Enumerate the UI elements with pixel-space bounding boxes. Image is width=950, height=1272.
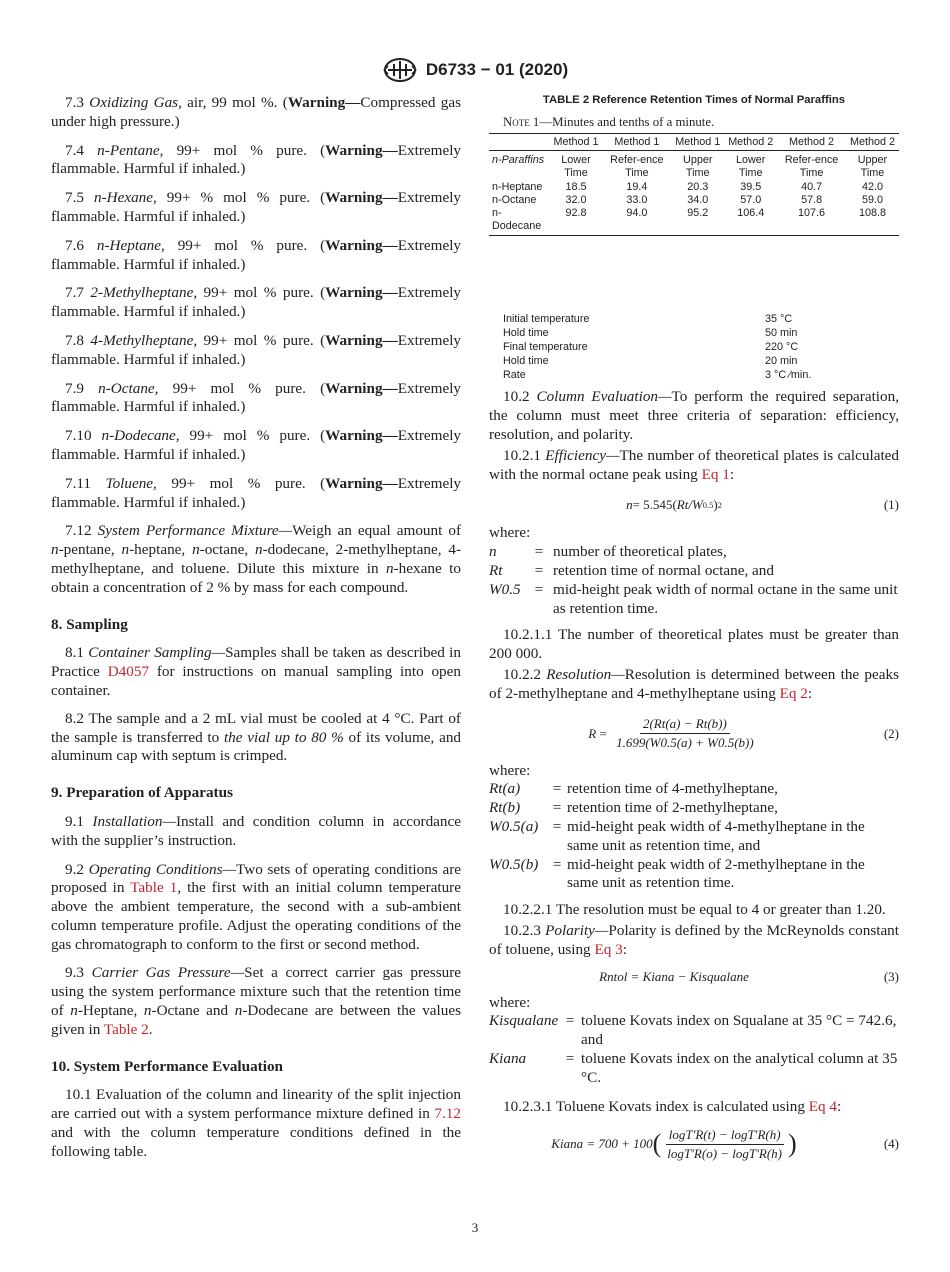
equation-1 bbox=[489, 494, 899, 516]
table-cell: 95.2 bbox=[671, 207, 724, 236]
def-text: mid-height peak width of normal octane in the same unit as retention time. bbox=[553, 580, 898, 617]
condition-row bbox=[503, 354, 811, 368]
equation-2-body: R = $\frac{2(Rt(a) - Rt(b))}{1.699(W0.5(a) + W0.5(b))}$ bbox=[489, 716, 859, 751]
para-7-7: 7.7 2-Methylheptane, 99+ mol % pure. (Warning—Extremely flammable. Harmful if inhaled.) bbox=[51, 284, 462, 321]
equation-3-body: Rntol = Kiana − Kisqualane bbox=[599, 968, 749, 984]
table-cell: 57.8 bbox=[801, 193, 823, 206]
para-9-3: 9.3 Carrier Gas Pressure—Set a correct carrier gas pressure using the system performance mixture such that the retention time of n-Heptane, n-Octane and n-Dodecane are between the values given in Table 2. bbox=[51, 964, 462, 1038]
def-symbol: n bbox=[489, 543, 497, 561]
equation-4-number: (4) bbox=[883, 1136, 899, 1152]
equation-3-number: (3) bbox=[883, 968, 899, 984]
def-symbol: W0.5 bbox=[489, 580, 521, 598]
condition-row bbox=[503, 340, 811, 354]
condition-value: 220 °C bbox=[765, 341, 799, 354]
para-10-2: 10.2 Column Evaluation—To perform the required separation, the column must meet three criteria of separation: efficiency, resolution, and polarity. bbox=[489, 388, 900, 444]
equation-4-body: Kiana = 700 + 100 ( $\frac{\log T'R(t) - \log T'R(h)}{\log T'R(o) - \log T'R(h)}$ ) bbox=[551, 1126, 797, 1161]
page-number: 3 bbox=[471, 1220, 479, 1235]
table-2-subhead-cell: Lower Time bbox=[561, 154, 591, 180]
table-2-subhead-cell: Refer-ence Time bbox=[784, 154, 839, 180]
table-2-method-cell: Method 2 bbox=[724, 134, 777, 150]
equation-2 bbox=[489, 712, 899, 756]
table-cell-name: n-Dodecane bbox=[489, 207, 550, 236]
equation-2-fraction: $\frac{2(Rt(a) - Rt(b))}{1.699(W0.5(a) + W0.5(b))}$ bbox=[616, 716, 754, 751]
table-2-method-row bbox=[489, 134, 899, 150]
table-cell: 19.4 bbox=[626, 180, 648, 193]
condition-row bbox=[503, 368, 811, 382]
para-8-2: 8.2 The sample and a 2 mL vial must be cooled at 4 °C. Part of the sample is transferred to the vial up to 80 % of its volume, and aluminum cap with septum is crimped. bbox=[51, 709, 462, 765]
ref-table-2-link[interactable]: Table 2 bbox=[103, 1020, 149, 1038]
table-2-subhead-cell: Lower Time bbox=[736, 154, 766, 180]
table-cell: 18.5 bbox=[565, 180, 587, 193]
where-label: where: bbox=[489, 524, 531, 542]
table-cell: 108.8 bbox=[846, 207, 899, 236]
def-text: number of theoretical plates, bbox=[553, 543, 727, 561]
def-symbol: Kiana bbox=[489, 1049, 527, 1067]
table-cell: 59.0 bbox=[861, 193, 883, 206]
para-7-9: 7.9 n-Octane, 99+ mol % pure. (Warning—Extremely flammable. Harmful if inhaled.) bbox=[51, 379, 462, 416]
table-cell: 106.4 bbox=[724, 207, 777, 236]
section-8-title: 8. Sampling bbox=[51, 615, 128, 633]
table-row bbox=[489, 207, 899, 236]
para-10-2-1-1: 10.2.1.1 The number of theoretical plates must be greater than 200 000. bbox=[489, 626, 899, 663]
page-header bbox=[0, 56, 950, 84]
def-symbol: Rt(b) bbox=[489, 799, 521, 817]
table-2-note: Note 1—Minutes and tenths of a minute. bbox=[503, 115, 715, 129]
table-2-method-cell: Method 2 bbox=[846, 134, 899, 150]
ref-eq-4-link[interactable]: Eq 4 bbox=[808, 1097, 837, 1115]
def-symbol: Kisqualane bbox=[489, 1012, 559, 1030]
para-7-3: 7.3 Oxidizing Gas, air, 99 mol %. (Warning—Compressed gas under high pressure.) bbox=[51, 94, 461, 130]
table-cell: 42.0 bbox=[861, 180, 883, 193]
definitions-eq-1: n = number of theoretical plates, Rt = retention time of normal octane, and W0.5 = mid-height peak width of normal octane in the same unit as retention time. bbox=[489, 543, 898, 617]
temperature-conditions-table bbox=[503, 312, 811, 382]
where-label: where: bbox=[489, 993, 531, 1011]
table-2-subhead-cell: Upper Time bbox=[683, 154, 713, 180]
table-2-title: TABLE 2 Reference Retention Times of Normal Paraffins bbox=[542, 94, 846, 106]
table-row bbox=[489, 181, 899, 194]
equation-4 bbox=[489, 1122, 899, 1166]
para-10-2-3: 10.2.3 Polarity—Polarity is defined by the McReynolds constant of toluene, using Eq 3: bbox=[489, 921, 900, 958]
right-column bbox=[489, 94, 899, 1166]
table-2-subhead-cell: Upper Time bbox=[857, 154, 888, 180]
def-text: retention time of 2-methylheptane, bbox=[567, 799, 778, 817]
para-9-2: 9.2 Operating Conditions—Two sets of operating conditions are proposed in Table 1, the first with an initial column temperature above the ambient temperature, the second with a sub-ambient column temperature profile. Adjust the operating conditions of the gas chromatograph to conform to the first or second method. bbox=[51, 860, 461, 953]
table-cell-name: n-Octane bbox=[492, 193, 537, 206]
table-cell: 34.0 bbox=[687, 193, 709, 206]
para-7-5: 7.5 n-Hexane, 99+ % mol % pure. (Warning—Extremely flammable. Harmful if inhaled.) bbox=[51, 189, 462, 225]
table-cell: 107.6 bbox=[777, 207, 846, 236]
condition-label: Hold time bbox=[503, 327, 549, 340]
para-10-1: 10.1 Evaluation of the column and linearity of the split injection are carried out with a system performance mixture defined in 7.12 and with the column temperature conditions defined in the following table. bbox=[51, 1086, 461, 1160]
definitions-eq-2: Rt(a) = retention time of 4-methylheptane, Rt(b) = retention time of 2-methylheptane, W0.5(a) = mid-height peak width of 4-methylheptane in the same unit as retention time, and W0.5(b) = mid-height peak width of 2-methylheptane in the same unit as retention time. bbox=[489, 780, 899, 893]
equation-4-fraction: $\frac{\log T'R(t) - \log T'R(h)}{\log T'R(o) - \log T'R(h)}$ bbox=[667, 1126, 783, 1161]
table-cell: 32.0 bbox=[565, 193, 587, 206]
para-7-4: 7.4 n-Pentane, 99+ mol % pure. (Warning—Extremely flammable. Harmful if inhaled.) bbox=[51, 141, 462, 178]
condition-label: Initial temperature bbox=[503, 313, 590, 326]
condition-value: 35 °C bbox=[765, 313, 793, 326]
definitions-eq-3: Kisqualane = toluene Kovats index on Squalane at 35 °C = 742.6, and Kiana = toluene Kovats index on the analytical column at 35 °C. bbox=[489, 1012, 898, 1086]
equation-3 bbox=[489, 966, 899, 988]
table-row bbox=[489, 194, 899, 207]
table-cell: 39.5 bbox=[740, 180, 762, 193]
condition-label: Final temperature bbox=[503, 341, 588, 354]
document-id: D6733 − 01 (2020) bbox=[425, 60, 569, 79]
ref-7-12-link[interactable]: 7.12 bbox=[434, 1105, 461, 1123]
para-10-2-1: 10.2.1 Efficiency—The number of theoretical plates is calculated with the normal octane peak using Eq 1: bbox=[489, 446, 899, 483]
equation-1-number: (1) bbox=[883, 497, 899, 513]
ref-eq-3-link[interactable]: Eq 3 bbox=[594, 940, 623, 958]
equation-1-body: n = 5.545 ( Rt/W 0.5 ) 2 bbox=[626, 497, 722, 513]
para-7-8: 7.8 4-Methylheptane, 99+ mol % pure. (Warning—Extremely flammable. Harmful if inhaled.) bbox=[51, 331, 462, 368]
table-cell: 40.7 bbox=[801, 180, 823, 193]
def-symbol: Rt(a) bbox=[489, 780, 521, 798]
ref-eq-1-link[interactable]: Eq 1 bbox=[701, 465, 730, 483]
def-symbol: W0.5(b) bbox=[489, 855, 539, 873]
left-column bbox=[51, 94, 461, 1162]
ref-table-1-link[interactable]: Table 1 bbox=[130, 879, 178, 897]
table-cell: 57.0 bbox=[740, 193, 762, 206]
condition-row bbox=[503, 326, 811, 340]
table-cell: 20.3 bbox=[687, 180, 709, 193]
condition-row bbox=[503, 312, 811, 326]
table-2-subhead-cell: Refer-ence Time bbox=[610, 154, 664, 180]
para-8-1: 8.1 Container Sampling—Samples shall be taken as described in Practice D4057 for instructions on manual sampling into open container. bbox=[51, 644, 461, 699]
def-symbol: W0.5(a) bbox=[489, 817, 539, 835]
where-label: where: bbox=[489, 761, 531, 779]
table-2-method-cell: Method 1 bbox=[550, 134, 603, 150]
ref-d4057-link[interactable]: D4057 bbox=[107, 663, 150, 681]
def-text: toluene Kovats index on Squalane at 35 °C = 742.6, and bbox=[581, 1012, 897, 1049]
def-text: mid-height peak width of 4-methylheptane in the same unit as retention time, and bbox=[567, 817, 865, 854]
table-2 bbox=[489, 133, 899, 236]
condition-label: Hold time bbox=[503, 355, 549, 368]
section-9-title: 9. Preparation of Apparatus bbox=[51, 784, 233, 802]
def-text: toluene Kovats index on the analytical column at 35 °C. bbox=[581, 1049, 898, 1086]
section-10-title: 10. System Performance Evaluation bbox=[51, 1057, 283, 1075]
para-7-11: 7.11 Toluene, 99+ mol % pure. (Warning—Extremely flammable. Harmful if inhaled.) bbox=[51, 474, 462, 511]
table-cell: 33.0 bbox=[626, 193, 648, 206]
def-text: retention time of normal octane, and bbox=[553, 562, 774, 579]
condition-value: 20 min bbox=[765, 355, 798, 368]
def-text: retention time of 4-methylheptane, bbox=[567, 780, 778, 798]
table-2-row-label: n-Paraffins bbox=[492, 154, 545, 167]
para-10-2-2: 10.2.2 Resolution—Resolution is determined between the peaks of 2-methylheptane and 4-methylheptane using Eq 2: bbox=[489, 665, 899, 702]
table-2-method-cell: Method 1 bbox=[671, 134, 724, 150]
table-2-method-cell: Method 2 bbox=[777, 134, 846, 150]
table-2-subhead-row bbox=[489, 151, 899, 181]
para-10-2-2-1: 10.2.2.1 The resolution must be equal to 4 or greater than 1.20. bbox=[503, 901, 886, 919]
condition-value: 50 min bbox=[765, 327, 798, 340]
table-cell: 92.8 bbox=[550, 207, 603, 236]
condition-value: 3 °C ⁄min. bbox=[765, 369, 812, 382]
def-text: mid-height peak width of 2-methylheptane in the same unit as retention time. bbox=[567, 855, 865, 892]
condition-label: Rate bbox=[503, 369, 526, 382]
astm-logo-icon bbox=[382, 56, 418, 84]
para-7-12: 7.12 System Performance Mixture—Weigh an equal amount of n-pentane, n-heptane, n-octane, n-dodecane, 2-methylheptane, 4-methylheptane, and toluene. Dilute this mixture in n-hexane to obtain a concentration of 2 % by mass for each compound. bbox=[51, 522, 462, 596]
para-7-6: 7.6 n-Heptane, 99+ mol % pure. (Warning—Extremely flammable. Harmful if inhaled.) bbox=[51, 236, 462, 273]
para-10-2-3-1: 10.2.3.1 Toluene Kovats index is calculated using Eq 4: bbox=[503, 1097, 842, 1115]
para-7-10: 7.10 n-Dodecane, 99+ mol % pure. (Warning—Extremely flammable. Harmful if inhaled.) bbox=[51, 427, 462, 463]
equation-2-number: (2) bbox=[883, 725, 899, 741]
ref-eq-2-link[interactable]: Eq 2 bbox=[779, 684, 808, 702]
table-cell-name: n-Heptane bbox=[492, 180, 543, 193]
para-9-1: 9.1 Installation—Install and condition column in accordance with the supplier’s instruction. bbox=[51, 812, 462, 849]
def-symbol: Rt bbox=[489, 562, 503, 579]
table-2-method-cell: Method 1 bbox=[603, 134, 672, 150]
table-cell: 94.0 bbox=[603, 207, 672, 236]
